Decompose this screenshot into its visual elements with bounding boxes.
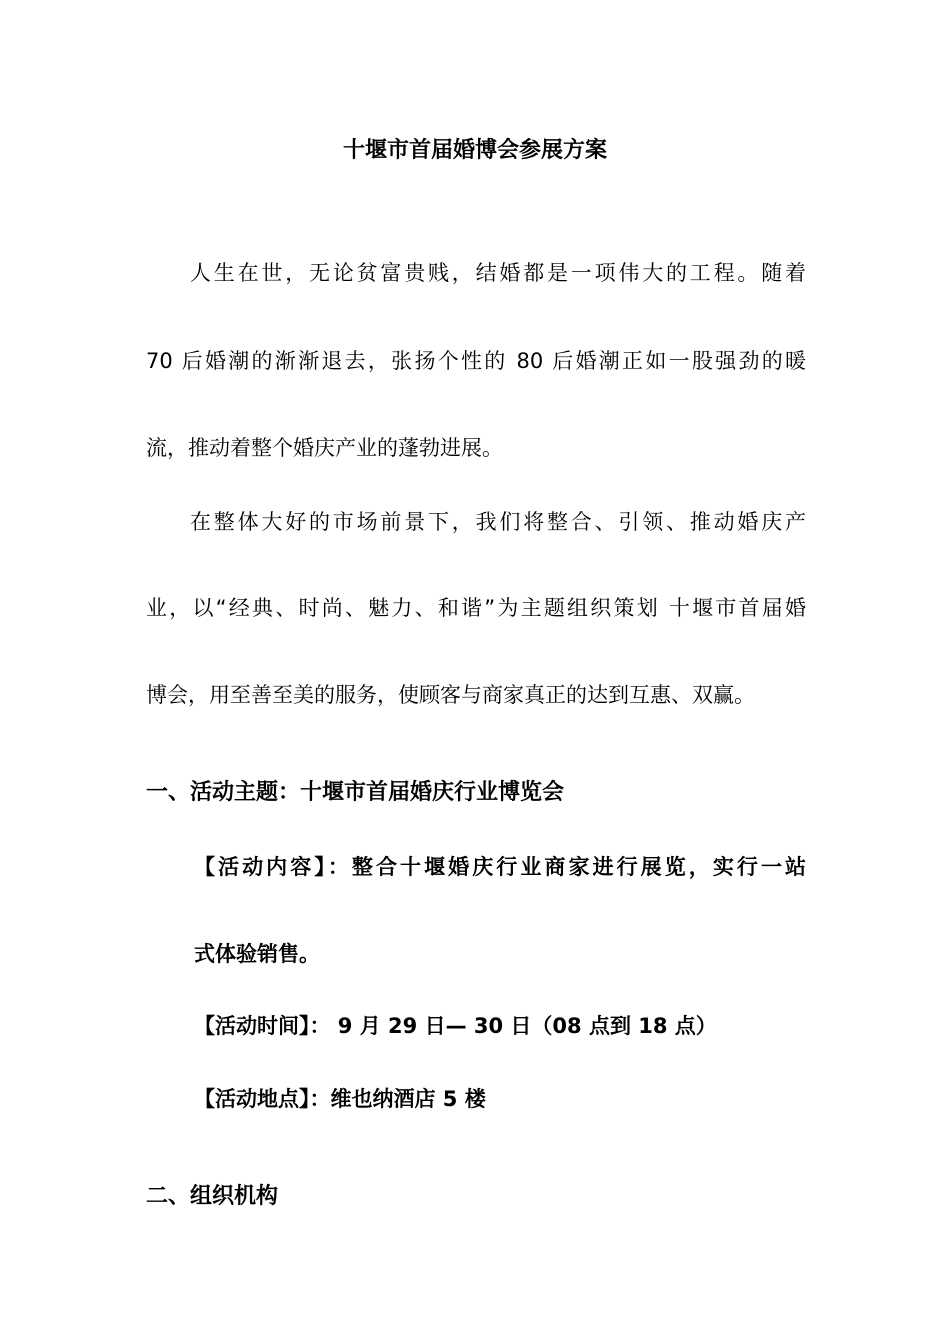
activity-time-label: 【活动时间】： [194,1014,331,1038]
document-title: 十堰市首届婚博会参展方案 [342,138,607,163]
intro-paragraph-2-line-1: 在整体大好的市场前景下，我们将整合、引领、推动婚庆产 [190,510,806,534]
activity-place-value: 维也纳酒店 5 楼 [330,1087,486,1111]
intro-paragraph-2-line-2: 业，以“经典、时尚、魅力、和谐”为主题组织策划 十堰市首届婚 [146,596,806,620]
intro-paragraph-1-line-1: 人生在世，无论贫富贵贱，结婚都是一项伟大的工程。随着 [190,261,806,285]
activity-place-line [194,1082,486,1116]
intro-paragraph-2-line-3: 博会，用至善至美的服务，使顾客与商家真正的达到互惠、双赢。 [146,683,755,707]
activity-place-label: 【活动地点】： [194,1087,331,1111]
activity-content-line-2: 式体验销售。 [194,942,320,966]
activity-content-value: 整合十堰婚庆行业商家进行展览，实行一站 [351,855,807,879]
activity-content-label: 【活动内容】： [194,855,352,879]
intro-paragraph-1-line-2: 70 后婚潮的渐渐退去，张扬个性的 80 后婚潮正如一股强劲的暖 [146,349,806,373]
activity-time-value: 9 月 29 日— 30 日（08 点到 18 点） [330,1014,717,1038]
section-1-heading: 一、活动主题：十堰市首届婚庆行业博览会 [146,780,565,805]
activity-time-line [194,1009,717,1043]
intro-paragraph-1-line-3: 流，推动着整个婚庆产业的蓬勃进展。 [146,436,503,460]
section-2-heading: 二、组织机构 [146,1184,279,1209]
activity-content-line-1 [194,850,806,884]
